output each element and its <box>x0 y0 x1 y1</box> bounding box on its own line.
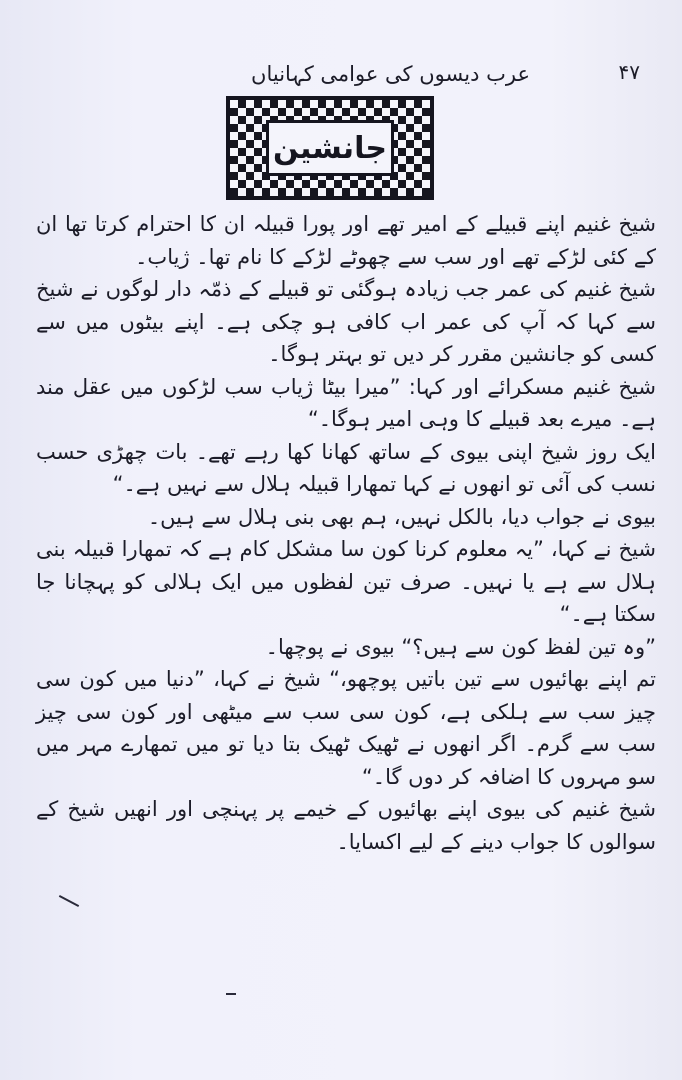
paragraph: شیخ غنیم مسکرائے اور کہا: ”میرا بیٹا ژیاب سب لڑکوں میں عقل مند ہے۔ میرے بعد قبیلے کا وہی امیر ہوگا۔“ <box>36 374 656 431</box>
paragraph: بیوی نے جواب دیا، بالکل نہیں، ہم بھی بنی ہلال سے ہیں۔ <box>147 504 656 529</box>
margin-tick-mark <box>59 895 79 907</box>
chapter-title-box <box>266 120 394 176</box>
paragraph: ”وہ تین لفظ کون سے ہیں؟“ بیوی نے پوچھا۔ <box>265 634 656 659</box>
paragraph: شیخ غنیم اپنے قبیلے کے امیر تھے اور پورا قبیلہ ان کا احترام کرتا تھا ان کے کئی لڑکے تھے اور سب سے چھوٹے لڑکے کا نام تھا۔ ژیاب۔ <box>36 212 656 269</box>
paragraph: تم اپنے بھائیوں سے تین باتیں پوچھو،“ شیخ نے کہا، ”دنیا میں کون سی چیز سب سے ہلکی ہے، کون سی سب سے میٹھی اور کون سی چیز سب سے گرم۔ اگر انھوں نے ٹھیک ٹھیک بتا دیا تو میں تمھارے مہر میں سو مہروں کا اضافہ کر دوں گا۔“ <box>36 667 656 789</box>
running-head: عرب دیسوں کی عوامی کہانیاں <box>251 62 530 86</box>
page-header <box>190 56 640 92</box>
chapter-title: جانشین <box>273 130 387 166</box>
paragraph: شیخ غنیم کی بیوی اپنے بھائیوں کے خیمے پر پہنچی اور انھیں شیخ کے سوالوں کا جواب دینے کے لیے اکسایا۔ <box>36 797 656 854</box>
end-dash-mark <box>226 993 236 995</box>
paragraph: شیخ غنیم کی عمر جب زیادہ ہوگئی تو قبیلے کے ذمّہ دار لوگوں نے شیخ سے کہا کہ آپ کی عمر اب کافی ہو چکی ہے۔ اپنے بیٹوں میں سے کسی کو جانشین مقرر کر دیں تو بہتر ہوگا۔ <box>36 277 656 366</box>
body-text <box>36 208 656 858</box>
chapter-ornament-frame <box>226 96 434 200</box>
paragraph: ایک روز شیخ اپنی بیوی کے ساتھ کھانا کھا رہے تھے۔ بات چھڑی حسب نسب کی آئی تو انھوں نے کہا تمھارا قبیلہ ہلال سے نہیں ہے۔“ <box>36 439 656 496</box>
paragraph: شیخ نے کہا، ”یہ معلوم کرنا کون سا مشکل کام ہے کہ تمھارا قبیلہ بنی ہلال سے ہے یا نہیں۔ صرف تین لفظوں میں ایک ہلالی کو پہچانا جا سکتا ہے۔“ <box>36 537 656 626</box>
page-number: ۴۷ <box>618 60 640 84</box>
